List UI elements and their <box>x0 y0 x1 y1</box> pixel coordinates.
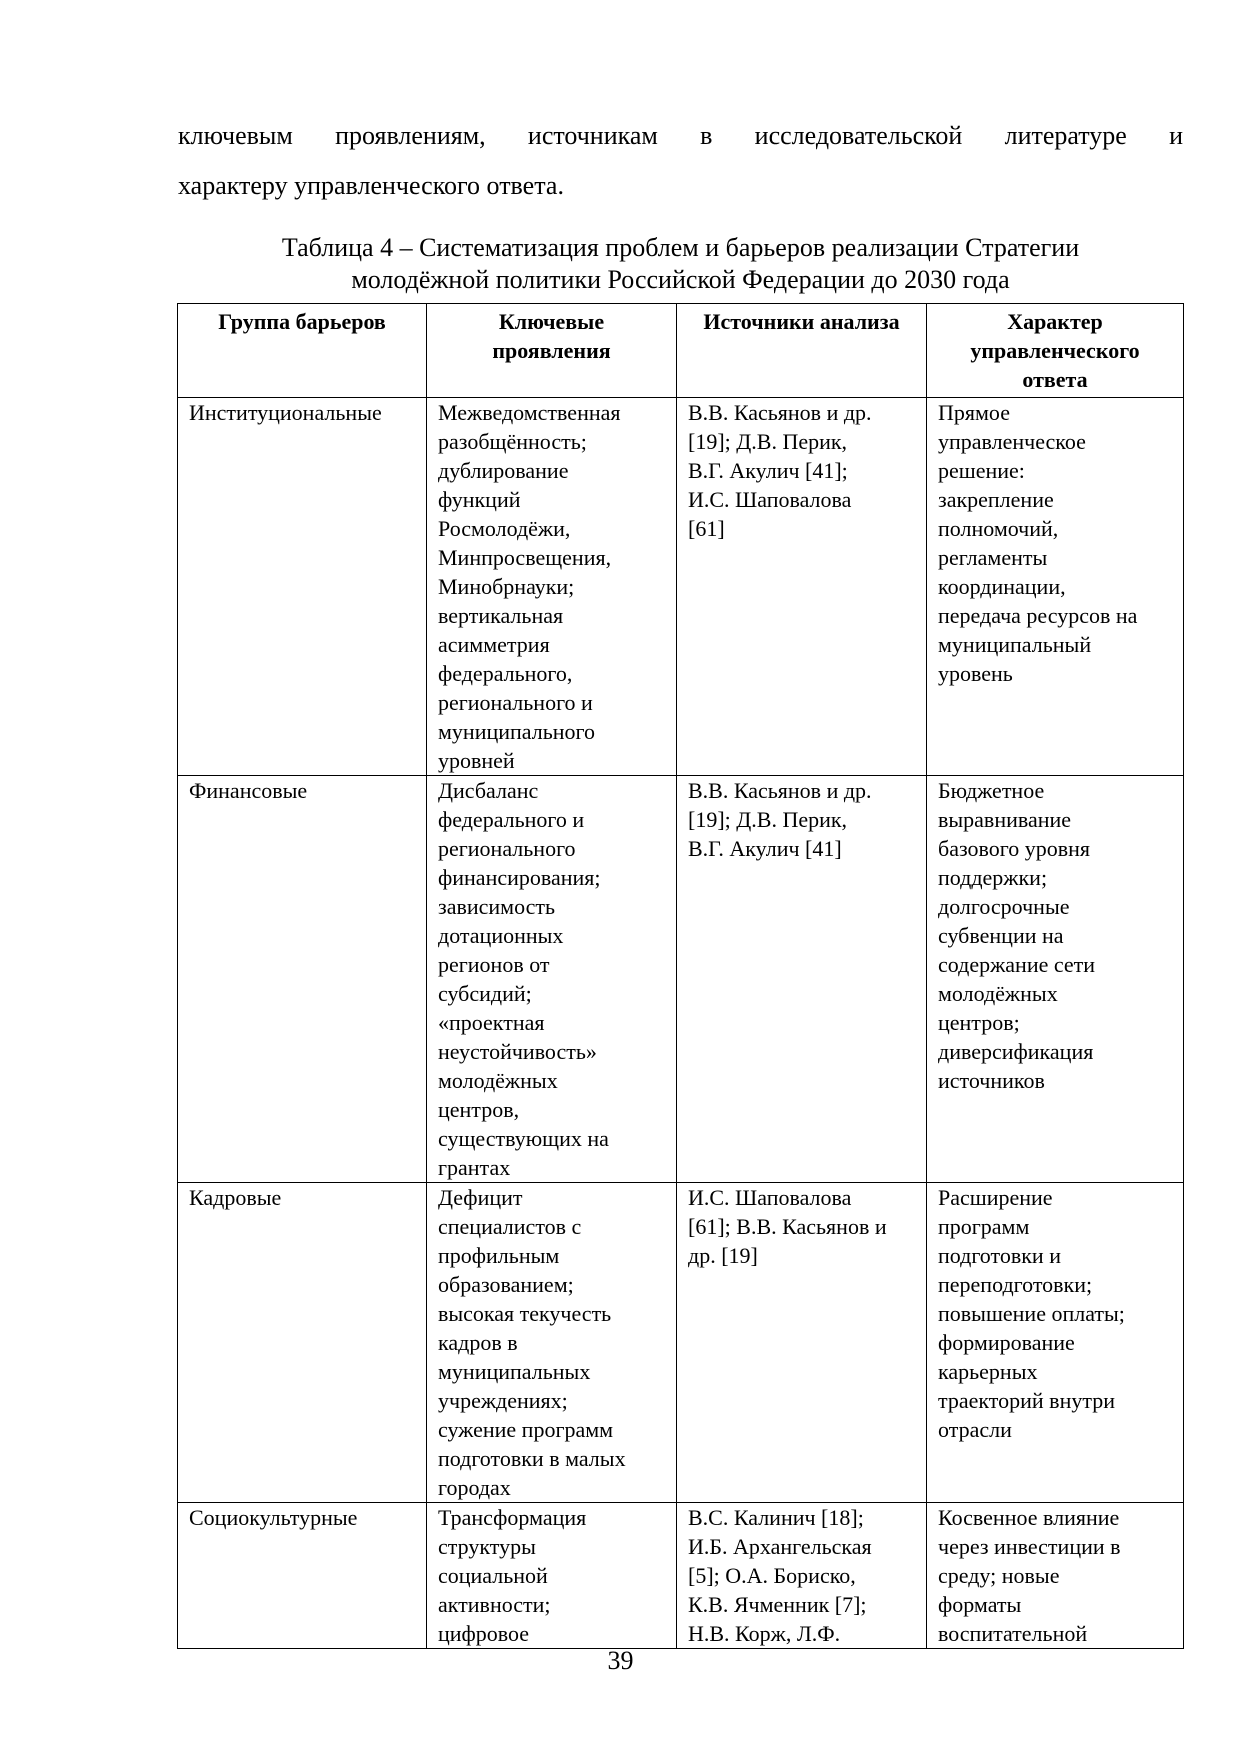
cell-line: Межведомственная <box>438 400 621 425</box>
cell-line: [19]; Д.В. Перик, <box>688 429 848 454</box>
header-group <box>178 304 427 398</box>
cell-line: муниципальных <box>438 1359 591 1384</box>
header-manifestations <box>427 304 677 398</box>
header-line: Ключевые <box>498 309 605 334</box>
cell-line: грантах <box>438 1155 511 1180</box>
cell-line: Финансовые <box>189 778 308 803</box>
cell-line: [5]; О.А. Бориско, <box>688 1563 856 1588</box>
cell-line: сужение программ <box>438 1417 614 1442</box>
table-row <box>178 398 1184 776</box>
cell-line: В.Г. Акулич [41]; <box>688 458 848 483</box>
cell-line: повышение оплаты; <box>938 1301 1125 1326</box>
cell-line: форматы <box>938 1592 1022 1617</box>
cell-line: профильным <box>438 1243 560 1268</box>
caption-line-1: Таблица 4 – Систематизация проблем и барьеров реализации Стратегии <box>281 233 1080 262</box>
cell-line: решение: <box>938 458 1025 483</box>
cell-line: В.В. Касьянов и др. <box>688 778 872 803</box>
cell-line: кадров в <box>438 1330 518 1355</box>
cell-response <box>927 398 1184 776</box>
cell-line: воспитательной <box>938 1621 1088 1646</box>
cell-line: существующих на <box>438 1126 609 1151</box>
cell-line: городах <box>438 1475 511 1500</box>
table-row <box>178 1183 1184 1503</box>
cell-group <box>178 1183 427 1503</box>
table-header-row <box>178 304 1184 398</box>
cell-line: Трансформация <box>438 1505 587 1530</box>
table-row <box>178 1503 1184 1649</box>
table-caption <box>178 232 1183 296</box>
cell-content <box>688 1503 915 1648</box>
cell-line: уровней <box>438 748 515 773</box>
cell-line: федерального и <box>438 807 585 832</box>
cell-line: Расширение <box>938 1185 1053 1210</box>
cell-line: высокая текучесть <box>438 1301 612 1326</box>
header-response <box>927 304 1184 398</box>
cell-line: переподготовки; <box>938 1272 1093 1297</box>
cell-line: координации, <box>938 574 1066 599</box>
cell-line: регионов от <box>438 952 550 977</box>
cell-line: федерального, <box>438 661 573 686</box>
cell-line: поддержки; <box>938 865 1048 890</box>
cell-line: социальной <box>438 1563 548 1588</box>
cell-line: В.Г. Акулич [41] <box>688 836 842 861</box>
intro-line-2: характеру управленческого ответа. <box>178 171 564 200</box>
cell-line: отрасли <box>938 1417 1012 1442</box>
cell-response <box>927 776 1184 1183</box>
intro-line-1: ключевым проявлениям, источникам в исследовательской литературе и <box>178 121 1183 150</box>
cell-line: [61]; В.В. Касьянов и <box>688 1214 887 1239</box>
cell-line: Социокультурные <box>189 1505 358 1530</box>
cell-line: И.Б. Архангельская <box>688 1534 872 1559</box>
cell-line: образованием; <box>438 1272 574 1297</box>
cell-line: выравнивание <box>938 807 1072 832</box>
cell-line: регламенты <box>938 545 1048 570</box>
cell-line: дублирование <box>438 458 569 483</box>
cell-line: др. [19] <box>688 1243 758 1268</box>
cell-line: регионального и <box>438 690 593 715</box>
cell-line: функций <box>438 487 521 512</box>
cell-line: субсидий; <box>438 981 532 1006</box>
cell-line: Минобрнауки; <box>438 574 575 599</box>
cell-line: источников <box>938 1068 1045 1093</box>
cell-group <box>178 776 427 1183</box>
header-line: ответа <box>1022 367 1088 392</box>
cell-line: неустойчивость» <box>438 1039 597 1064</box>
cell-manifestations <box>427 1183 677 1503</box>
cell-sources <box>677 398 927 776</box>
cell-line: К.В. Ячменник [7]; <box>688 1592 867 1617</box>
cell-line: дотационных <box>438 923 564 948</box>
cell-line: Минпросвещения, <box>438 545 612 570</box>
cell-line: подготовки в малых <box>438 1446 626 1471</box>
cell-line: специалистов с <box>438 1214 582 1239</box>
cell-line: подготовки и <box>938 1243 1061 1268</box>
cell-line: муниципальный <box>938 632 1092 657</box>
caption-line-2: молодёжной политики Российской Федерации до 2030 года <box>351 265 1010 294</box>
cell-line: [19]; Д.В. Перик, <box>688 807 848 832</box>
table-row <box>178 776 1184 1183</box>
cell-line: субвенции на <box>938 923 1064 948</box>
cell-line: диверсификация <box>938 1039 1094 1064</box>
cell-line: муниципального <box>438 719 596 744</box>
cell-sources <box>677 776 927 1183</box>
cell-line: закрепление <box>938 487 1054 512</box>
cell-line: базового уровня <box>938 836 1091 861</box>
cell-line: разобщённость; <box>438 429 587 454</box>
cell-line: карьерных <box>938 1359 1038 1384</box>
cell-line: Кадровые <box>189 1185 282 1210</box>
cell-line: полномочий, <box>938 516 1059 541</box>
cell-group <box>178 398 427 776</box>
page-number: 39 <box>607 1646 634 1675</box>
header-line: Источники анализа <box>703 309 900 334</box>
cell-line: содержание сети <box>938 952 1096 977</box>
cell-group <box>178 1503 427 1649</box>
cell-line: молодёжных <box>438 1068 558 1093</box>
cell-line: цифровое <box>438 1621 530 1646</box>
header-line: Группа барьеров <box>218 309 386 334</box>
cell-line: Косвенное влияние <box>938 1505 1120 1530</box>
cell-line: программ <box>938 1214 1030 1239</box>
cell-line: В.В. Касьянов и др. <box>688 400 872 425</box>
cell-sources <box>677 1503 927 1649</box>
table-body <box>178 398 1184 1649</box>
cell-line: В.С. Калинич [18]; <box>688 1505 864 1530</box>
cell-sources <box>677 1183 927 1503</box>
barriers-table <box>177 303 1184 1649</box>
cell-line: вертикальная <box>438 603 564 628</box>
cell-line: Бюджетное <box>938 778 1045 803</box>
cell-line: Прямое <box>938 400 1010 425</box>
cell-line: среду; новые <box>938 1563 1060 1588</box>
cell-line: учреждениях; <box>438 1388 568 1413</box>
cell-manifestations <box>427 398 677 776</box>
cell-content <box>938 1503 1172 1648</box>
cell-line: асимметрия <box>438 632 550 657</box>
cell-line: И.С. Шаповалова <box>688 487 852 512</box>
cell-line: Институциональные <box>189 400 382 425</box>
header-line: Характер <box>1007 309 1103 334</box>
cell-line: Дефицит <box>438 1185 523 1210</box>
cell-line: траекторий внутри <box>938 1388 1115 1413</box>
cell-line: регионального <box>438 836 576 861</box>
cell-content <box>189 1503 415 1648</box>
cell-line: уровень <box>938 661 1013 686</box>
cell-line: управленческое <box>938 429 1086 454</box>
cell-line: Дисбаланс <box>438 778 539 803</box>
cell-line: Н.В. Корж, Л.Ф. <box>688 1621 841 1646</box>
cell-line: долгосрочные <box>938 894 1070 919</box>
cell-line: центров, <box>438 1097 520 1122</box>
cell-line: финансирования; <box>438 865 601 890</box>
cell-line: формирование <box>938 1330 1075 1355</box>
cell-response <box>927 1183 1184 1503</box>
cell-line: «проектная <box>438 1010 545 1035</box>
cell-content <box>438 1503 665 1648</box>
header-line: управленческого <box>970 338 1140 363</box>
cell-line: активности; <box>438 1592 551 1617</box>
cell-line: структуры <box>438 1534 536 1559</box>
cell-line: зависимость <box>438 894 556 919</box>
cell-line: центров; <box>938 1010 1020 1035</box>
cell-line: через инвестиции в <box>938 1534 1121 1559</box>
intro-paragraph <box>178 111 1183 211</box>
header-sources <box>677 304 927 398</box>
cell-line: И.С. Шаповалова <box>688 1185 852 1210</box>
cell-line: передача ресурсов на <box>938 603 1138 628</box>
cell-line: молодёжных <box>938 981 1058 1006</box>
cell-response <box>927 1503 1184 1649</box>
cell-manifestations <box>427 1503 677 1649</box>
cell-line: Росмолодёжи, <box>438 516 571 541</box>
header-line: проявления <box>492 338 611 363</box>
cell-manifestations <box>427 776 677 1183</box>
cell-line: [61] <box>688 516 725 541</box>
